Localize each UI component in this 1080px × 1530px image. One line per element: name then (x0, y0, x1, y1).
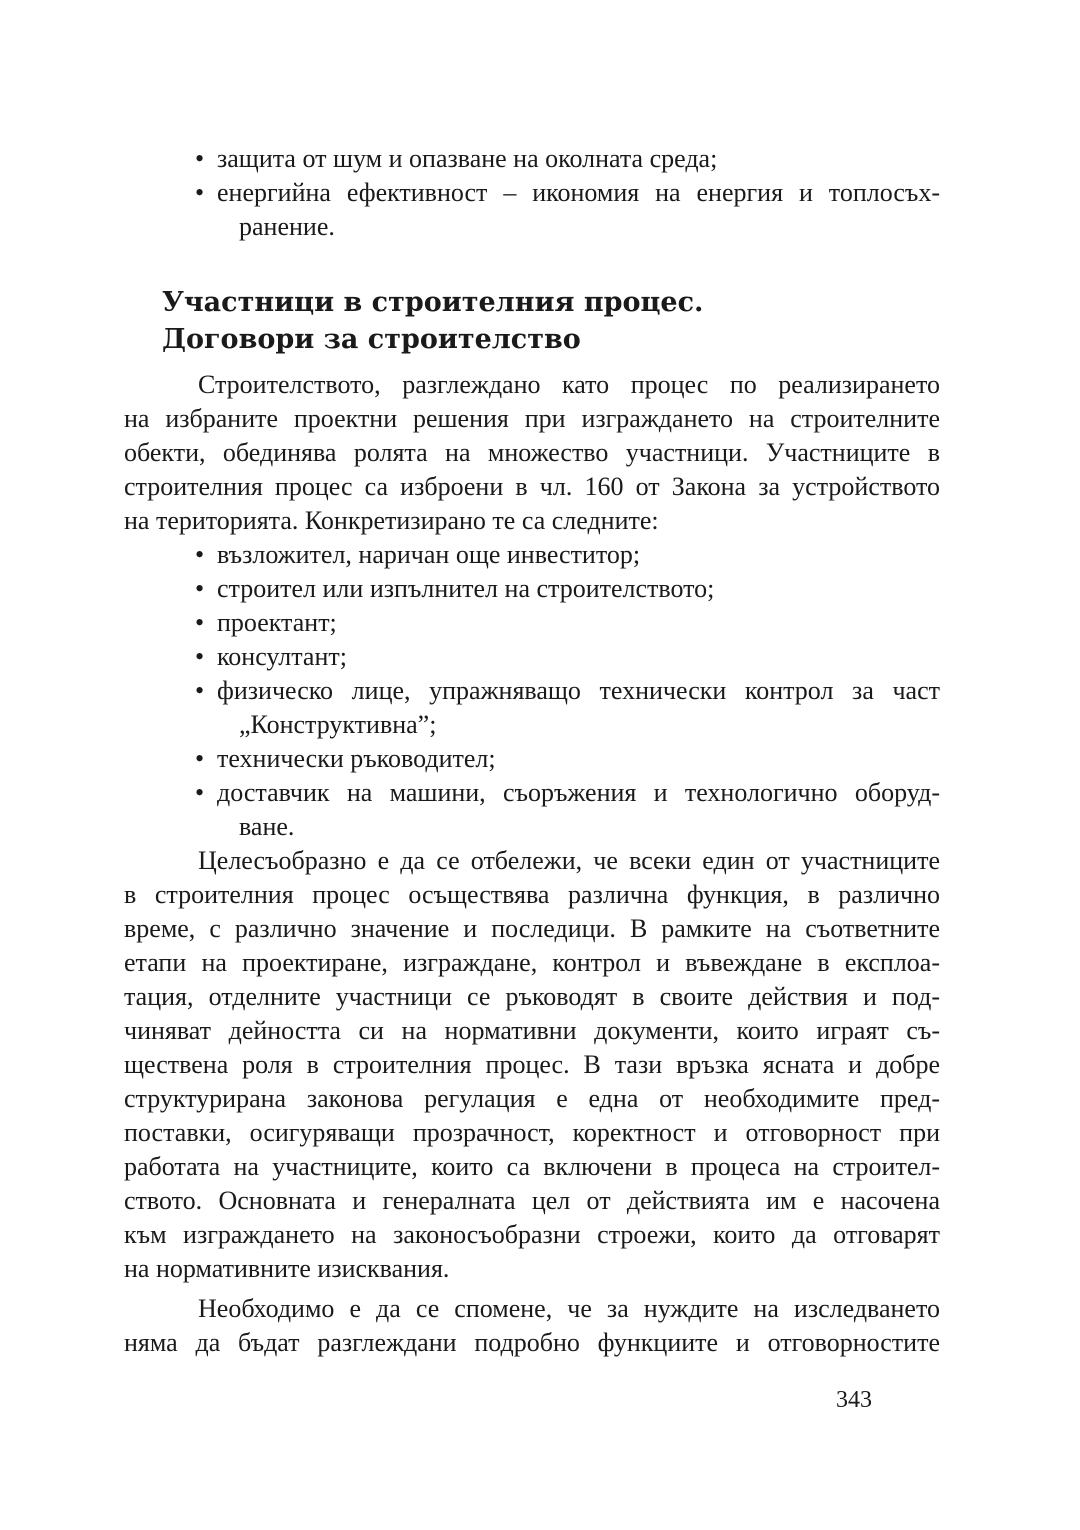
paragraph-line: Строителството, разглеждано като процес по реализирането (198, 370, 940, 399)
list-item-continuation: ранение. (239, 212, 335, 241)
paragraph-line: ството. Основната и генералната цел от действията им е насочена (124, 1186, 940, 1215)
paragraph-line: обекти, обединява ролята на множество участници. Участниците в (124, 438, 940, 467)
list-item-text: възложител, наричан още инвеститор; (217, 540, 641, 569)
bullet-icon: • (195, 744, 205, 773)
paragraph-line: работата на участниците, които са включени в процеса на строител- (124, 1152, 940, 1181)
paragraph-2 (124, 844, 940, 1286)
participants-bullet-list (124, 538, 940, 844)
paragraph-line: на територията. Конкретизирано те са следните: (124, 506, 659, 535)
list-item-text: енергийна ефективност – икономия на енергия и топлосъх- (217, 178, 940, 207)
top-bullet-list (124, 142, 940, 244)
paragraph-line: ществена роля в строителния процес. В тази връзка ясната и добре (124, 1050, 940, 1079)
paragraph-1 (124, 368, 940, 538)
list-item-text: защита от шум и опазване на околната среда; (217, 144, 718, 173)
list-item (124, 142, 940, 176)
list-item-text: физическо лице, упражняващо технически контрол за част (217, 676, 940, 705)
list-item (124, 538, 940, 572)
list-item (124, 776, 940, 844)
paragraph-line: в строителния процес осъществява различна функция, в различно (124, 880, 940, 909)
page-number: 343 (836, 1387, 872, 1413)
list-item-text: доставчик на машини, съоръжения и технологично оборуд- (217, 778, 940, 807)
bullet-icon: • (195, 178, 205, 207)
heading-line-2: Договори за строителство (162, 324, 581, 355)
paragraph-line: етапи на проектиране, изграждане, контрол и въвеждане в експлоа- (124, 948, 940, 977)
list-item-text: строител или изпълнител на строителството; (217, 574, 715, 603)
paragraph-line: тация, отделните участници се ръководят в своите действия и под- (124, 982, 940, 1011)
bullet-icon: • (195, 642, 205, 671)
list-item-continuation: ване. (239, 812, 295, 841)
paragraph-line: строителния процес са изброени в чл. 160 от Закона за устройството (124, 472, 940, 501)
bullet-icon: • (195, 676, 205, 705)
bullet-icon: • (195, 608, 205, 637)
bullet-icon: • (195, 540, 205, 569)
paragraph-line: Целесъобразно е да се отбележи, че всеки един от участниците (198, 846, 940, 875)
list-item (124, 640, 940, 674)
heading-line-1: Участници в строителния процес. (162, 287, 704, 318)
paragraph-line: структурирана законова регулация е една от необходимите пред- (124, 1084, 940, 1113)
paragraph-line: чиняват дейността си на нормативни документи, които играят съ- (124, 1016, 940, 1045)
list-item (124, 572, 940, 606)
paragraph-line: на избраните проектни решения при изграждането на строителните (124, 404, 940, 433)
paragraph-line: няма да бъдат разглеждани подробно функциите и отговорностите (124, 1328, 940, 1357)
bullet-icon: • (195, 574, 205, 603)
list-item (124, 606, 940, 640)
paragraph-line: поставки, осигуряващи прозрачност, коректност и отговорност при (124, 1118, 940, 1147)
bullet-icon: • (195, 144, 205, 173)
list-item (124, 674, 940, 742)
list-item-text: технически ръководител; (217, 744, 496, 773)
list-item-text: консултант; (217, 642, 347, 671)
list-item-continuation: „Конструктивна”; (239, 710, 437, 739)
paragraph-line: време, с различно значение и последици. В рамките на съответните (124, 914, 940, 943)
list-item-text: проектант; (217, 608, 337, 637)
list-item (124, 742, 940, 776)
paragraph-line: към изграждането на законосъобразни строежи, които да отговарят (124, 1220, 940, 1249)
list-item (124, 176, 940, 244)
paragraph-line: на нормативните изисквания. (124, 1254, 450, 1283)
document-page (124, 142, 940, 1360)
paragraph-3 (124, 1292, 940, 1360)
bullet-icon: • (195, 778, 205, 807)
section-heading (162, 284, 940, 358)
paragraph-line: Необходимо е да се спомене, че за нуждите на изследването (198, 1294, 940, 1323)
